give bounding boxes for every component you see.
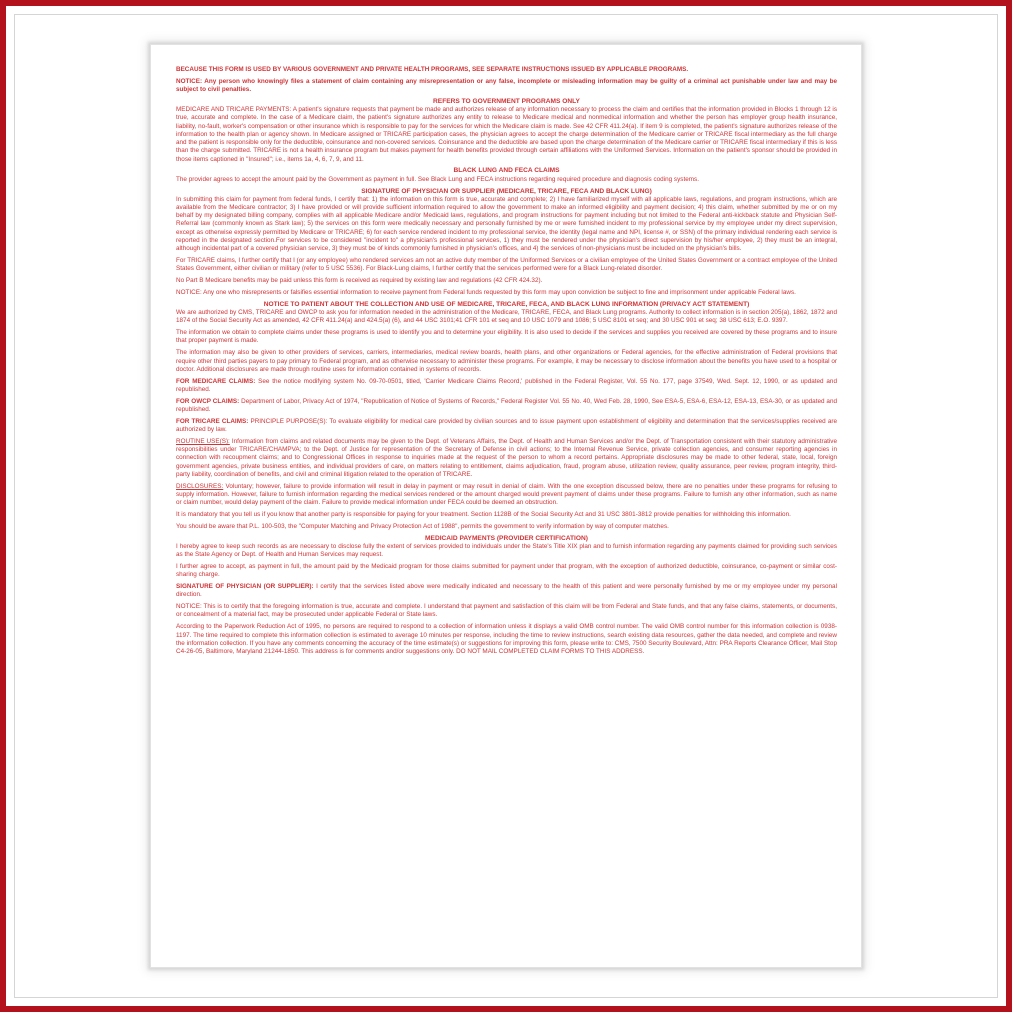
- medicare-claims-paragraph: [176, 378, 837, 394]
- disclosures-paragraph: [176, 483, 837, 508]
- disclosures-label: DISCLOSURES:: [176, 482, 224, 490]
- medicare-tricare-payments-text: MEDICARE AND TRICARE PAYMENTS: A patient's signature requests that payment be made and authorizes release of any information necessary to process the claim and certifies that the information provided in Blocks 1 through 12 is true, accurate and complete. In the case of a Medicare claim, the patient's signature authorizes any entity to release to Medicare medical and nonmedical information and whether the person has employer group health insurance, liability, no-fault, worker's compensation or other insurance which is responsible to pay for the services for which the Medicare claim is made. See 42 CFR 411.24(a). If item 9 is completed, the patient's signature authorizes release of the information to the health plan or agency shown. In Medicare assigned or TRICARE participation cases, the physician agrees to accept the charge determination of the Medicare carrier or TRICARE fiscal intermediary as the full charge and the patient is responsible only for the deductible, coinsurance and non-covered services. Coinsurance and the deductible are based upon the charge determination of the Medicare carrier or TRICARE fiscal intermediary if this is less than the charge submitted. TRICARE is not a health insurance program but makes payment for health benefits provided through certain affiliations with the Uniformed Services. Information on the patient's sponsor should be provided in those items captioned in "Insured"; i.e., items 1a, 4, 6, 7, 9, and 11.: [176, 106, 837, 163]
- routine-use-text: Information from claims and related documents may be given to the Dept. of Veterans Affairs, the Dept. of Health and Human Services and/or the Dept. of Transportation consistent with their statutory administrative responsibilities under TRICARE/CHAMPVA; to the Dept. of Justice for representation of the Secretary of Defense in civil actions; to the Internal Revenue Service, private collection agencies, and consumer reporting agencies in connection with recoupment claims; and to Congressional Offices in response to inquiries made at the request of the person to whom a record pertains. Appropriate disclosures may be made to other federal, state, local, foreign government agencies, private business entities, and individual providers of care, on matters relating to entitlement, claims adjudication, fraud, program abuse, utilization review, quality assurance, peer review, program integrity, third-party liability, coordination of benefits, and civil and criminal litigation related to the operation of TRICARE.: [176, 437, 837, 478]
- signature-heading: SIGNATURE OF PHYSICIAN OR SUPPLIER (MEDICARE, TRICARE, FECA AND BLACK LUNG): [361, 187, 652, 195]
- signature-certification-text: In submitting this claim for payment from federal funds, I certify that: 1) the information on this form is true, accurate and complete; 2) I have familiarized myself with all applicable laws, regulations, and program instructions, which are available from the Medicare contractor; 3) I have provided or will provide sufficient information required to allow the government to make an informed eligibility and payment decision; 4) this claim, whether submitted by me or on my behalf by my designated billing company, complies with all applicable Medicare and/or Medicaid laws, regulations, and program instructions for payment including but not limited to the Federal anti-kickback statute and Physician Self-Referral law (commonly known as Stark law); 5) the services on this form were medically necessary and personally furnished by me or were furnished incident to my professional service by my employee under my direct supervision, except as otherwise expressly permitted by Medicare or TRICARE; 6) for each service rendered incident to my professional service, the identity (legal name and NPI, license #, or SSN) of the primary individual rendering each service is reported in the designated section.For services to be considered "incident to" a physician's professional services, 1) they must be rendered under the physician's direct supervision by his/her employee, 2) they must be an integral, although incidental part of a covered physician service, 3) they must be of kinds commonly furnished in physician's offices, and 4) the services of non-physicians must be included on the physician's bills.: [176, 195, 837, 253]
- black-lung-text: The provider agrees to accept the amount paid by the Government as payment in full. See Black Lung and FECA instructions regarding required procedure and diagnosis coding systems.: [176, 175, 699, 183]
- part-b-text: No Part B Medicare benefits may be paid unless this form is received as required by existing law and regulations (42 CFR 424.32).: [176, 277, 543, 285]
- owcp-claims-text: Department of Labor, Privacy Act of 1974, "Republication of Notice of Systems of Records," Federal Register Vol. 55 No. 40, Wed Feb. 28, 1990, See ESA-5, ESA-6, ESA-12, ESA-13, ESA-30, or as updated and republished.: [176, 397, 837, 413]
- physician-signature-label: SIGNATURE OF PHYSICIAN (OR SUPPLIER):: [176, 583, 314, 591]
- misrepresentation-notice: NOTICE: Any one who misrepresents or falsifies essential information to receive payment from Federal funds requested by this form may upon conviction be subject to fine and imprisonment under applicable Federal laws.: [176, 288, 796, 296]
- privacy-authority-text: We are authorized by CMS, TRICARE and OWCP to ask you for information needed in the administration of the Medicare, TRICARE, FECA, and Black Lung programs. Authority to collect information is in section 205(a), 1862, 1872 and 1874 of the Social Security Act as amended, 42 CFR 411.24(a) and 424.5(a) (6), and 44 USC 3101;41 CFR 101 et seq and 10 USC 1079 and 1086; 5 USC 8101 et seq; and 30 USC 901 et seq; 38 USC 613; E.O. 9397.: [176, 309, 837, 325]
- information-use-text: The information we obtain to complete claims under these programs is used to identify you and to determine your eligibility. It is also used to decide if the services and supplies you received are covered by these programs and to insure that proper payment is made.: [176, 329, 837, 345]
- government-programs-heading: REFERS TO GOVERNMENT PROGRAMS ONLY: [433, 97, 580, 105]
- programs-notice: BECAUSE THIS FORM IS USED BY VARIOUS GOVERNMENT AND PRIVATE HEALTH PROGRAMS, SEE SEPARATE INSTRUCTIONS ISSUED BY APPLICABLE PROGRAMS.: [176, 66, 689, 73]
- owcp-claims-label: FOR OWCP CLAIMS:: [176, 397, 240, 405]
- medicaid-records-text: I hereby agree to keep such records as are necessary to disclose fully the extent of services provided to individuals under the State's Title XIX plan and to furnish information regarding any payments claimed for providing such services as the State Agency or Dept. of Health and Human Services may request.: [176, 543, 837, 559]
- privacy-act-heading: NOTICE TO PATIENT ABOUT THE COLLECTION AND USE OF MEDICARE, TRICARE, FECA, AND BLACK LUNG INFORMATION (PRIVACY ACT STATEMENT): [263, 300, 750, 308]
- physician-signature-paragraph: [176, 583, 837, 599]
- medicaid-heading: MEDICAID PAYMENTS (PROVIDER CERTIFICATION): [425, 534, 588, 542]
- paperwork-reduction-text: According to the Paperwork Reduction Act of 1995, no persons are required to respond to a collection of information unless it displays a valid OMB control number. The valid OMB control number for this information collection is 0938-1197. The time required to complete this information collection is estimated to average 10 minutes per response, including the time to review instructions, search existing data resources, gather the data needed, and complete and review the information collection. If you have any comments concerning the accuracy of the time estimate(s) or suggestions for improving this form, please write to: CMS, 7500 Security Boulevard, Attn: PRA Reports Clearance Officer, Mail Stop C4-26-05, Baltimore, Maryland 21244-1850. This address is for comments and/or suggestions only. DO NOT MAIL COMPLETED CLAIM FORMS TO THIS ADDRESS.: [176, 623, 837, 655]
- disclosures-text: Voluntary; however, failure to provide information will result in delay in payment or may result in denial of claim. With the one exception discussed below, there are no penalties under these programs for refusing to supply information. However, failure to furnish information regarding the medical services rendered or the amount charged would prevent payment of claims under these programs. Failure to furnish any other information, such as name or claim number, would delay payment of the claim. Failure to provide medical information under FECA could be deemed an obstruction.: [176, 482, 837, 507]
- owcp-claims-paragraph: [176, 398, 837, 414]
- form-back-page: [150, 44, 862, 968]
- physician-signature-text: I certify that the services listed above were medically indicated and necessary to the health of this patient and were personally furnished by me or my employee under my personal direction.: [176, 583, 837, 599]
- black-lung-heading: BLACK LUNG AND FECA CLAIMS: [453, 167, 560, 175]
- tricare-claims-text: For TRICARE claims, I further certify that I (or any employee) who rendered services am not an active duty member of the Uniformed Services or a civilian employee of the United States Government or a contract employee of the United States Government, either civilian or military (refer to 5 USC 5536). For Black-Lung claims, I further certify that the services performed were for a Black Lung-related disorder.: [176, 256, 837, 273]
- medicare-claims-label: FOR MEDICARE CLAIMS:: [176, 377, 256, 385]
- tricare-purpose-paragraph: [176, 418, 837, 434]
- computer-matching-text: You should be aware that P.L. 100-503, the "Computer Matching and Privacy Protection Act of 1988", permits the government to verify information by way of computer matches.: [176, 522, 669, 530]
- certification-notice: NOTICE: This is to certify that the foregoing information is true, accurate and complete. I understand that payment and satisfaction of this claim will be from Federal and State funds, and that any false claims, statements, or documents, or concealment of a material fact, may be prosecuted under applicable Federal or State laws.: [176, 603, 837, 619]
- information-disclosure-text: The information may also be given to other providers of services, carriers, intermediaries, medical review boards, health plans, and other organizations or Federal agencies, for the effective administration of Federal provisions that require other third parties payers to pay primary to Federal program, and as otherwise necessary to administer these programs. For example, it may be necessary to disclose information about the benefits you have used to a hospital or doctor. Additional disclosures are made through routine uses for information contained in systems of records.: [176, 349, 837, 373]
- criminal-act-notice: NOTICE: Any person who knowingly files a statement of claim containing any misrepresentation or any false, incomplete or misleading information may be guilty of a criminal act punishable under law and may be subject to civil penalties.: [176, 77, 837, 94]
- routine-use-label: ROUTINE USE(S):: [176, 437, 230, 445]
- medicare-claims-text: See the notice modifying system No. 09-70-0501, titled, 'Carrier Medicare Claims Record,' published in the Federal Register, Vol. 55 No. 177, page 37549, Wed. Sept. 12, 1990, or as updated and republished.: [176, 377, 837, 393]
- tricare-purpose-label: FOR TRICARE CLAIMS:: [176, 417, 249, 425]
- routine-use-paragraph: [176, 438, 837, 479]
- mandatory-disclosure-text: It is mandatory that you tell us if you know that another party is responsible for paying for your treatment. Section 1128B of the Social Security Act and 31 USC 3801-3812 provide penalties for withholding this information.: [176, 510, 791, 518]
- medicaid-payment-text: I further agree to accept, as payment in full, the amount paid by the Medicaid program for those claims submitted for payment under that program, with the exception of authorized deductible, coinsurance, co-payment or similar cost-sharing charge.: [176, 563, 837, 579]
- tricare-purpose-text: PRINCIPLE PURPOSE(S): To evaluate eligibility for medical care provided by civilian sources and to issue payment upon establishment of eligibility and determination that the services/supplies received are authorized by law.: [176, 417, 837, 434]
